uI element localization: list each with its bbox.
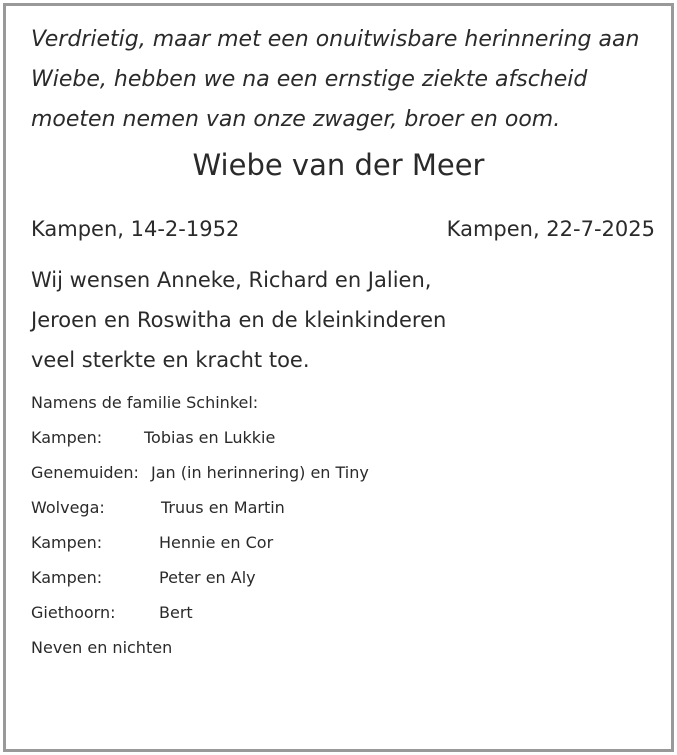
intro-text [31, 20, 671, 140]
family-header: Namens de familie Schinkel: [31, 393, 259, 412]
birth-place-date: Kampen, 14-2-1952 [31, 217, 240, 241]
intro-line: Verdrietig, maar met een onuitwisbare herinnering aan [31, 27, 640, 52]
family-names: Tobias en Lukkie [144, 428, 276, 447]
condolence-line: veel sterkte en kracht toe. [31, 348, 310, 372]
family-place: Wolvega: [31, 498, 105, 517]
intro-line: moeten nemen van onze zwager, broer en oom. [31, 107, 561, 132]
family-names: Bert [159, 603, 193, 622]
family-names: Jan (in herinnering) en Tiny [151, 463, 369, 482]
family-footer: Neven en nichten [31, 638, 173, 657]
family-place: Genemuiden: [31, 463, 139, 482]
family-place: Kampen: [31, 533, 103, 552]
family-names: Hennie en Cor [159, 533, 274, 552]
condolence-text [31, 260, 446, 380]
death-place-date: Kampen, 22-7-2025 [446, 217, 655, 241]
intro-line: Wiebe, hebben we na een ernstige ziekte afscheid [31, 67, 588, 92]
family-names: Peter en Aly [159, 568, 256, 587]
deceased-name: Wiebe van der Meer [192, 148, 485, 182]
family-place: Giethoorn: [31, 603, 116, 622]
condolence-line: Jeroen en Roswitha en de kleinkinderen [31, 308, 447, 332]
family-place: Kampen: [31, 428, 103, 447]
family-names: Truus en Martin [161, 498, 285, 517]
family-place: Kampen: [31, 568, 103, 587]
condolence-line: Wij wensen Anneke, Richard en Jalien, [31, 268, 432, 292]
